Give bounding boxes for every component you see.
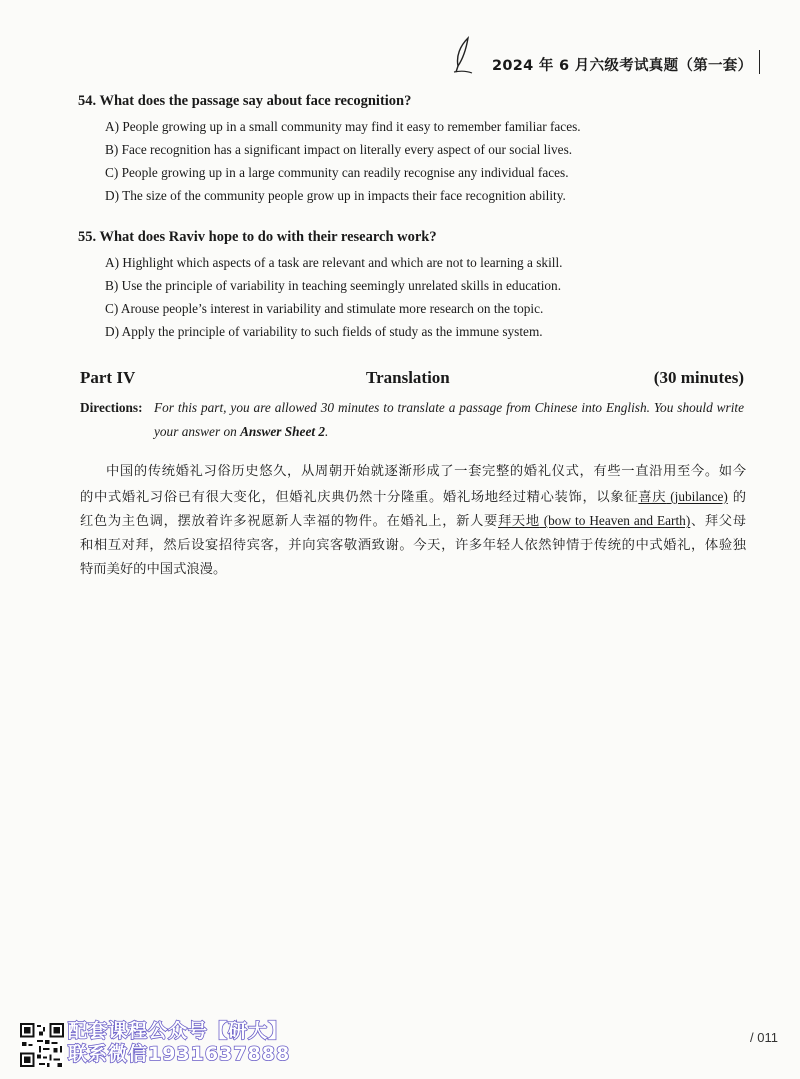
question-54 bbox=[78, 93, 756, 211]
translation-passage bbox=[80, 460, 746, 583]
option-c: C) Arouse people’s interest in variability and stimulate more research on the topic. bbox=[105, 301, 544, 317]
passage-line: 特而美好的中国式浪漫。 bbox=[80, 562, 227, 577]
passage-text: 、拜父母 bbox=[690, 514, 746, 529]
option-a: A) People growing up in a small community may find it easy to remember familiar faces. bbox=[105, 119, 581, 134]
passage-line bbox=[80, 509, 746, 534]
part-name: Translation bbox=[366, 368, 450, 387]
part-heading bbox=[80, 368, 744, 390]
question-55 bbox=[78, 229, 756, 347]
passage-line: 中国的传统婚礼习俗历史悠久，从周朝开始就逐渐形成了一套完整的婚礼仪式，有些一直沿用至今。如今 bbox=[106, 464, 746, 479]
part-label: Part IV bbox=[80, 368, 136, 387]
term-chinese: 拜天地 bbox=[497, 514, 540, 529]
answer-sheet-ref: Answer Sheet 2 bbox=[240, 424, 326, 439]
passage-text: 红色为主色调，摆放着许多祝愿新人幸福的物件。在婚礼上，新人要 bbox=[80, 514, 498, 529]
promo-line: 配套课程公众号【研大】 bbox=[68, 1020, 289, 1042]
promo-line: 联系微信1931637888 bbox=[68, 1043, 291, 1065]
term-chinese: 喜庆 bbox=[638, 489, 667, 505]
question-stem: 55. What does Raviv hope to do with their research work? bbox=[78, 229, 437, 245]
option-c: C) People growing up in a large community can readily recognise any individual faces. bbox=[105, 165, 569, 181]
directions-text-main: For this part, you are allowed 30 minutes to translate a passage from Chinese into English. You should write your answer on bbox=[154, 400, 744, 439]
promo-watermark bbox=[68, 1020, 290, 1066]
option-b: B) Face recognition has a significant impact on literally every aspect of our social lives. bbox=[105, 142, 573, 158]
qr-code-icon bbox=[20, 1023, 64, 1067]
passage-text: 的 bbox=[727, 489, 746, 505]
exam-title: 2024 年 6 月六级考试真题（第一套） bbox=[492, 58, 753, 74]
passage-text: 的中式婚礼习俗已有很大变化，但婚礼庆典仍然十分隆重。婚礼场地经过精心装饰，以象征 bbox=[80, 489, 639, 505]
option-d: D) Apply the principle of variability to such fields of study as the immune system. bbox=[105, 324, 543, 340]
directions-text bbox=[154, 396, 744, 444]
option-a: A) Highlight which aspects of a task are relevant and which are not to learning a skill. bbox=[105, 255, 563, 270]
term-gloss: (jubilance) bbox=[666, 488, 728, 504]
header-divider bbox=[759, 50, 761, 74]
term-gloss: (bow to Heaven and Earth) bbox=[539, 513, 691, 528]
passage-line: 和相互对拜，然后设宴招待宾客，并向宾客敬酒致谢。今天，许多年轻人依然钟情于传统的中式婚礼，体验独 bbox=[80, 537, 746, 553]
underlined-term bbox=[498, 514, 690, 529]
underlined-term bbox=[638, 490, 728, 505]
quill-pen-icon bbox=[450, 36, 484, 76]
option-b: B) Use the principle of variability in teaching seemingly unrelated skills in education. bbox=[105, 278, 562, 294]
directions-label: Directions: bbox=[80, 400, 143, 415]
page-number: / 011 bbox=[750, 1030, 778, 1045]
page-header bbox=[450, 36, 760, 76]
option-d: D) The size of the community people grow up in impacts their face recognition ability. bbox=[105, 188, 566, 204]
question-stem: 54. What does the passage say about face recognition? bbox=[78, 93, 412, 109]
part-time: (30 minutes) bbox=[653, 368, 744, 387]
passage-line bbox=[80, 485, 746, 510]
directions-text-end: . bbox=[325, 424, 329, 439]
